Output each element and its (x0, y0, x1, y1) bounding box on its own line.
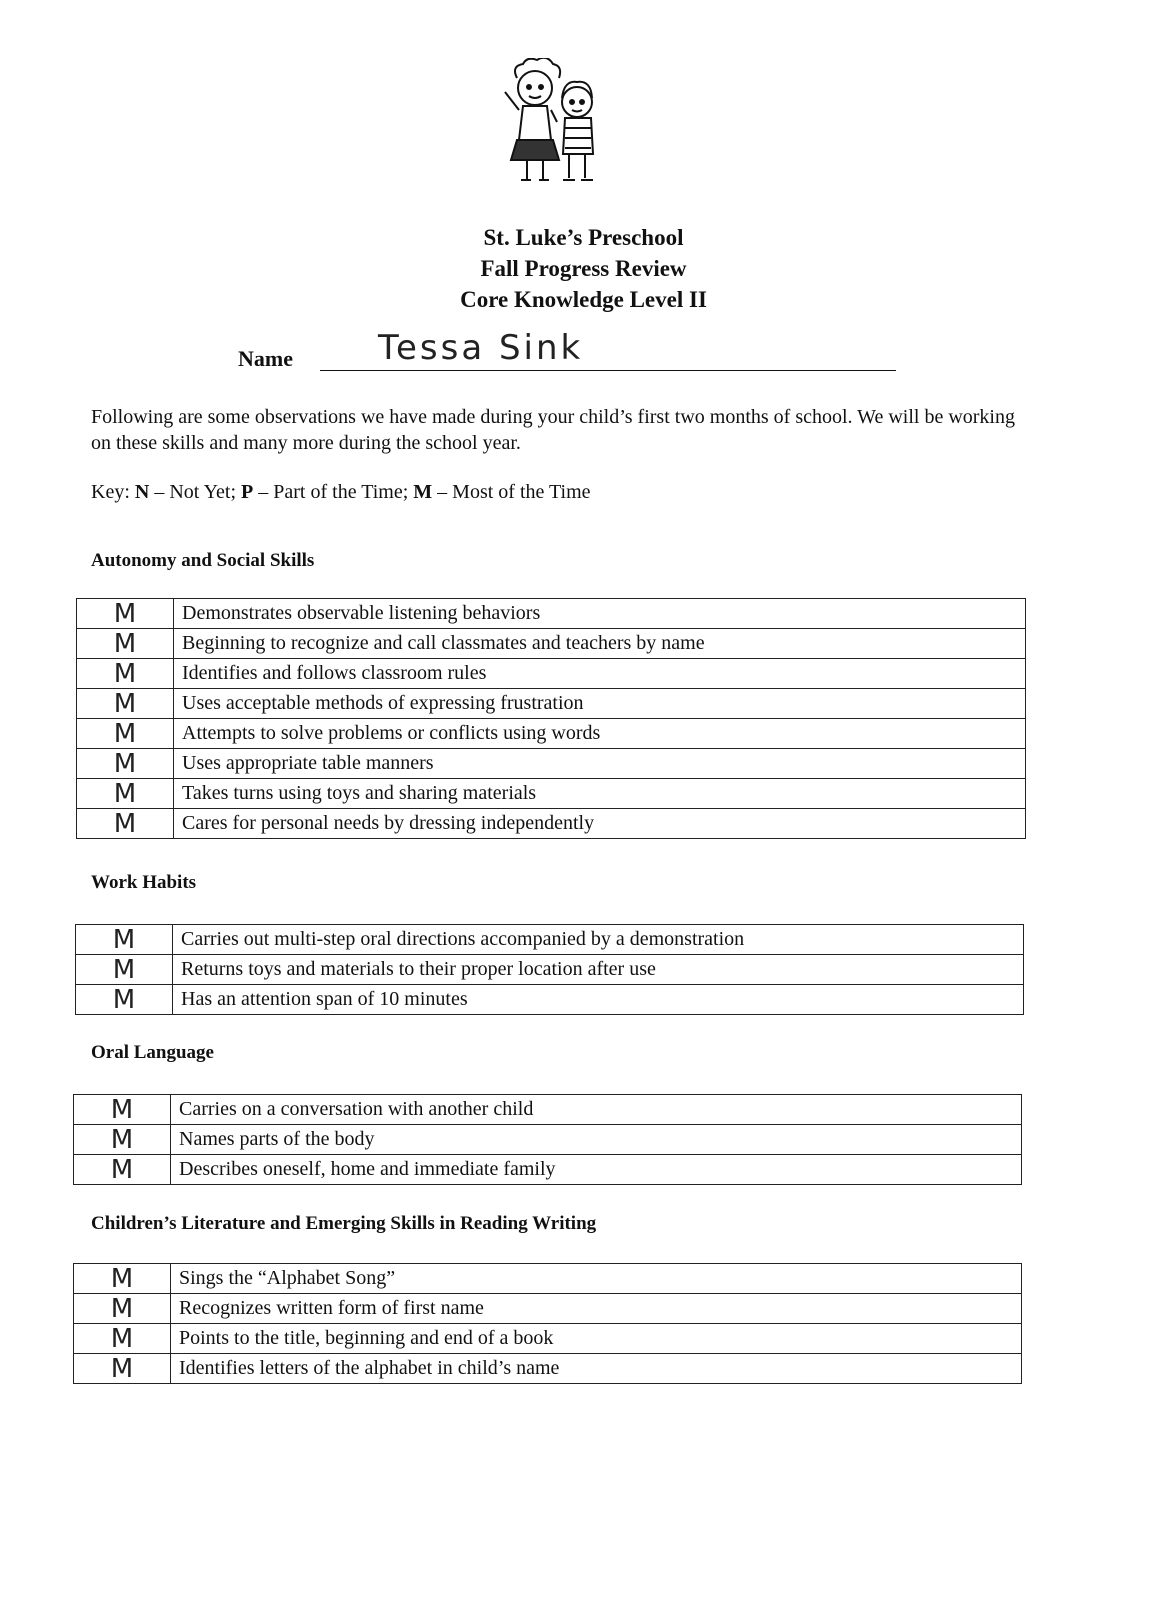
table-row (74, 1324, 1022, 1354)
rating-mark: M (76, 925, 173, 955)
document-header (0, 222, 1163, 315)
rating-mark: M (74, 1294, 171, 1324)
skill-text: Recognizes written form of first name (171, 1294, 1022, 1324)
rating-mark: M (74, 1324, 171, 1354)
table-row (74, 1095, 1022, 1125)
skill-text: Returns toys and materials to their proper location after use (173, 955, 1024, 985)
rating-mark: M (77, 779, 174, 809)
skill-text: Describes oneself, home and immediate family (171, 1155, 1022, 1185)
skill-text: Takes turns using toys and sharing materials (174, 779, 1026, 809)
rating-mark: M (76, 955, 173, 985)
skill-text: Points to the title, beginning and end of a book (171, 1324, 1022, 1354)
skill-text: Cares for personal needs by dressing independently (174, 809, 1026, 839)
skill-text: Identifies and follows classroom rules (174, 659, 1026, 689)
school-name: St. Luke’s Preschool (483, 225, 684, 250)
table-row (74, 1294, 1022, 1324)
table-row (77, 689, 1026, 719)
section-title-oral-language: Oral Language (91, 1042, 214, 1063)
skill-text: Sings the “Alphabet Song” (171, 1264, 1022, 1294)
table-row (76, 955, 1024, 985)
rating-mark: M (74, 1125, 171, 1155)
skill-text: Has an attention span of 10 minutes (173, 985, 1024, 1015)
section-title-autonomy: Autonomy and Social Skills (91, 550, 315, 571)
key-m-code: M (413, 481, 433, 503)
rating-mark: M (74, 1155, 171, 1185)
rating-mark: M (77, 689, 174, 719)
review-title: Fall Progress Review (480, 256, 687, 281)
intro-paragraph: Following are some observations we have made during your child’s first two months of school. We will be working on these skills and many more during the school year. (91, 406, 1015, 454)
table-row (74, 1264, 1022, 1294)
rating-mark: M (74, 1095, 171, 1125)
work-habits-table (75, 924, 1024, 1015)
autonomy-table (76, 598, 1026, 839)
key-p-text: – Part of the Time; (253, 481, 414, 503)
table-row (76, 925, 1024, 955)
table-row (74, 1354, 1022, 1384)
rating-mark: M (77, 599, 174, 629)
table-row (76, 985, 1024, 1015)
name-label: Name (238, 346, 293, 371)
rating-mark: M (77, 719, 174, 749)
rating-mark: M (77, 629, 174, 659)
literature-table (73, 1263, 1022, 1384)
key-m-text: – Most of the Time (432, 481, 591, 503)
rating-mark: M (77, 749, 174, 779)
skill-text: Uses appropriate table manners (174, 749, 1026, 779)
rating-mark: M (77, 659, 174, 689)
table-row (77, 719, 1026, 749)
name-underline (320, 370, 896, 371)
key-prefix: Key: (91, 481, 135, 503)
table-row (77, 629, 1026, 659)
handwritten-name: Tessa Sink (378, 328, 584, 368)
children-logo-icon (495, 58, 615, 188)
rating-mark: M (74, 1264, 171, 1294)
rating-key (91, 481, 591, 504)
table-row (77, 749, 1026, 779)
rating-mark: M (77, 809, 174, 839)
rating-mark: M (76, 985, 173, 1015)
name-field (238, 330, 898, 376)
skill-text: Beginning to recognize and call classmates and teachers by name (174, 629, 1026, 659)
skill-text: Uses acceptable methods of expressing frustration (174, 689, 1026, 719)
skill-text: Demonstrates observable listening behaviors (174, 599, 1026, 629)
table-row (77, 659, 1026, 689)
oral-language-table (73, 1094, 1022, 1185)
table-row (74, 1155, 1022, 1185)
skill-text: Carries out multi-step oral directions accompanied by a demonstration (173, 925, 1024, 955)
key-n-text: – Not Yet; (149, 481, 242, 503)
table-row (77, 599, 1026, 629)
key-n-code: N (134, 481, 150, 503)
table-row (77, 809, 1026, 839)
level-title: Core Knowledge Level II (460, 287, 707, 312)
skill-text: Names parts of the body (171, 1125, 1022, 1155)
key-p-code: P (241, 481, 254, 503)
section-title-work-habits: Work Habits (91, 872, 197, 893)
table-row (77, 779, 1026, 809)
skill-text: Attempts to solve problems or conflicts using words (174, 719, 1026, 749)
rating-mark: M (74, 1354, 171, 1384)
skill-text: Identifies letters of the alphabet in child’s name (171, 1354, 1022, 1384)
skill-text: Carries on a conversation with another child (171, 1095, 1022, 1125)
section-title-literature: Children’s Literature and Emerging Skills in Reading Writing (91, 1213, 597, 1234)
table-row (74, 1125, 1022, 1155)
